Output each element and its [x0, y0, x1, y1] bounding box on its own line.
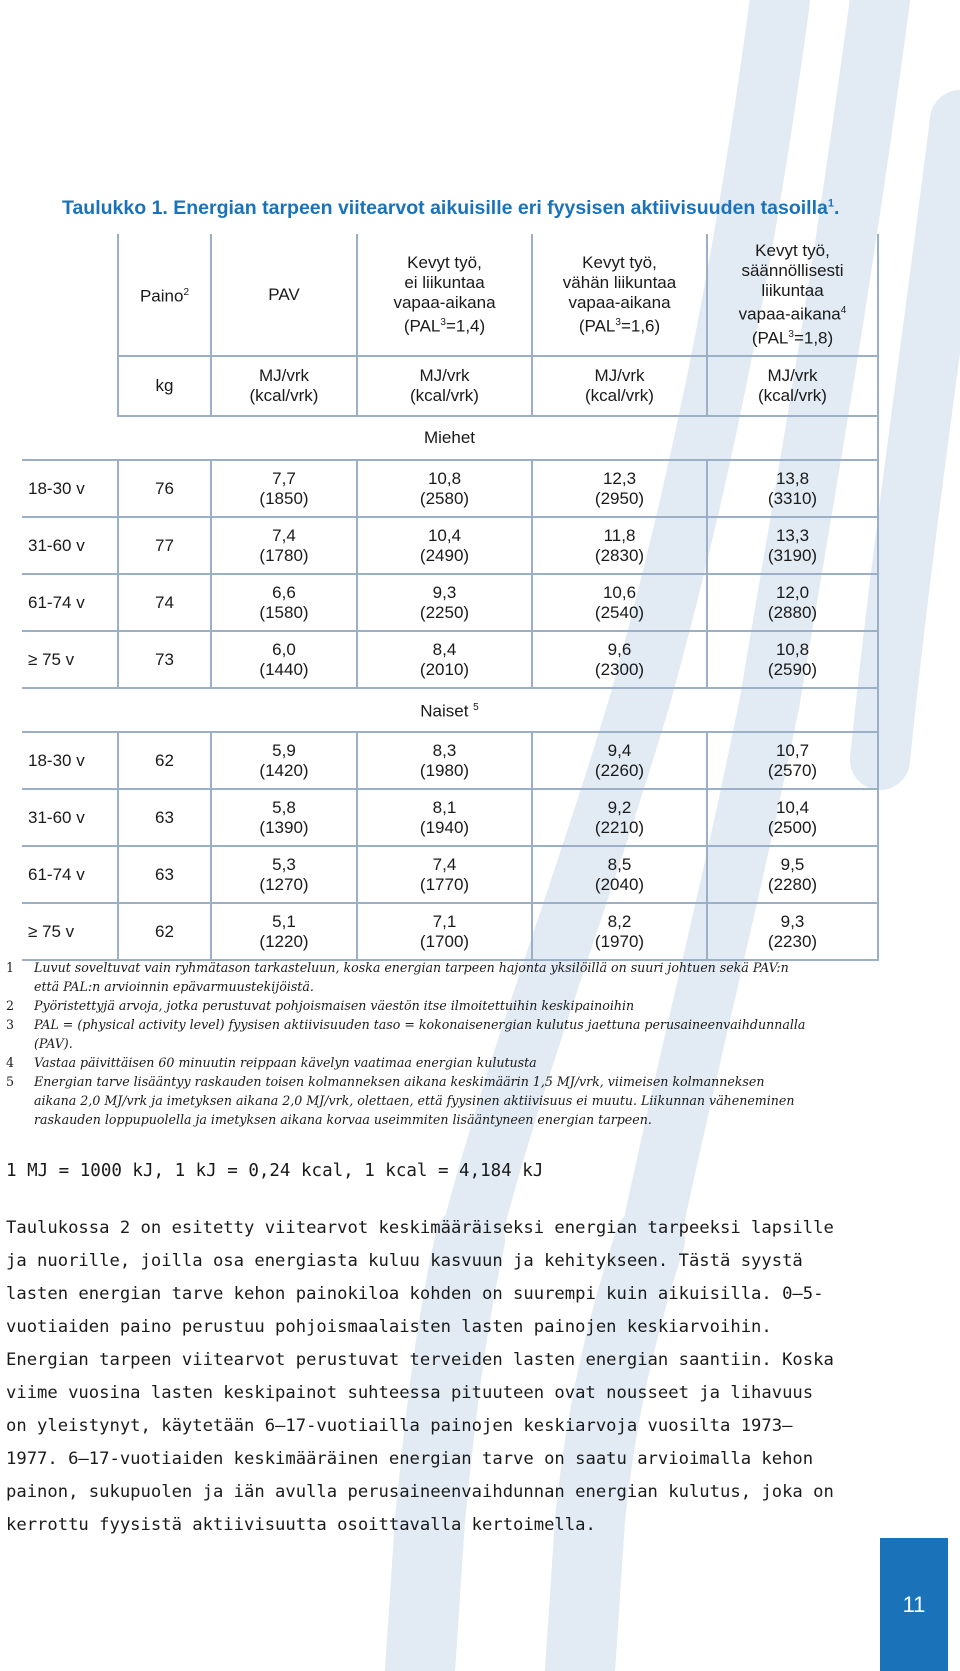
weight-cell: 62	[118, 732, 211, 789]
footnote-text: Luvut soveltuvat vain ryhmätason tarkasteluun, koska energian tarpeen hajonta yksilöillä on suuri johtuen sekä PAV:n että PAL:n arvioinnin epävarmuustekijöistä.	[34, 960, 789, 994]
table-title-text: Taulukko 1. Energian tarpeen viitearvot aikuisille eri fyysisen aktiivisuuden tasoilla	[62, 197, 828, 219]
table-row	[22, 460, 878, 517]
pal18-cell: 13,3 (3190)	[707, 517, 878, 574]
table-row	[22, 631, 878, 688]
energy-table	[22, 234, 879, 961]
pav-cell: 5,8 (1390)	[211, 789, 357, 846]
pal16-cell: 11,8 (2830)	[532, 517, 707, 574]
header-pav: PAV	[211, 234, 357, 356]
pal14-cell: 7,1 (1700)	[357, 903, 532, 960]
weight-cell: 77	[118, 517, 211, 574]
pal14-cell: 10,8 (2580)	[357, 460, 532, 517]
table-row	[22, 574, 878, 631]
age-cell: ≥ 75 v	[22, 631, 118, 688]
age-cell: 61-74 v	[22, 846, 118, 903]
footnote-text: Energian tarve lisääntyy raskauden toisen kolmanneksen aikana keskimäärin 1,5 MJ/vrk, viimeisen kolmanneksen aikana 2,0 MJ/vrk ja imetyksen aikana 2,0 MJ/vrk, olettaen, että fyysinen aktiivisuus ei muutu. Liikunnan väheneminen raskauden loppupuolella ja imetyksen aikana korvaa useimmiten lisääntyneen energian tarpeen.	[34, 1074, 795, 1127]
table-title-sup: 1	[827, 197, 834, 210]
weight-cell: 63	[118, 846, 211, 903]
header-empty	[22, 234, 118, 356]
footnote-number: 4	[6, 1055, 15, 1070]
women-rows	[22, 732, 878, 960]
header-col1: Kevyt työ, ei liikuntaa vapaa-aikana $(PAL^3=1,4)$	[357, 234, 532, 356]
footnote-text: PAL = (physical activity level) fyysisen aktiivisuuden taso = kokonaisenergian kulutus jaettuna perusaineenvaihdunnalla (PAV).	[34, 1017, 806, 1051]
footnote-item	[6, 1015, 806, 1053]
unit-empty	[22, 356, 118, 416]
unit-kg: kg	[118, 356, 211, 416]
footnote-text: Vastaa päivittäisen 60 minuutin reippaan kävelyn vaatimaa energian kulutusta	[34, 1055, 537, 1070]
pav-cell: 7,7 (1850)	[211, 460, 357, 517]
body-paragraph: Taulukossa 2 on esitetty viitearvot keskimääräiseksi energian tarpeeksi lapsille ja nuorille, joilla osa energiasta kuluu kasvuun ja kehitykseen. Tästä syystä lasten energian tarve kehon painokiloa kohden on suurempi kuin aikuisilla. 0–5-vuotiaiden paino perustuu pohjoismaalaisten lasten painojen keskiarvoihin. Energian tarpeen viitearvot perustuvat terveiden lasten energian saantiin. Koska viime vuosina lasten keskipainot suhteessa pituuteen ovat nousseet ja lihavuus on yleistynyt, käytetään 6–17-vuotiailla painojen keskiarvoja vuosilta 1973–1977. 6–17-vuotiaiden keskimääräinen energian tarve on saatu arvioimalla kehon painon, sukupuolen ja iän avulla perusaineenvaihdunnan energian kulutus, joka on kerrottu fyysistä aktiivisuutta osoittavalla kertoimella.	[6, 1218, 834, 1535]
pal18-cell: 9,5 (2280)	[707, 846, 878, 903]
table-row	[22, 846, 878, 903]
table-row	[22, 732, 878, 789]
pal18-cell: 13,8 (3310)	[707, 460, 878, 517]
pal18-cell: 9,3 (2230)	[707, 903, 878, 960]
weight-cell: 63	[118, 789, 211, 846]
age-cell: 31-60 v	[22, 789, 118, 846]
header-paino: Paino$^2$	[118, 234, 211, 356]
pal14-cell: 8,1 (1940)	[357, 789, 532, 846]
table-title-end: .	[833, 197, 840, 219]
pal16-cell: 12,3 (2950)	[532, 460, 707, 517]
footnote-item	[6, 1053, 806, 1072]
pal16-cell: 10,6 (2540)	[532, 574, 707, 631]
page-number-tab	[880, 1538, 948, 1671]
age-cell: 61-74 v	[22, 574, 118, 631]
weight-cell: 62	[118, 903, 211, 960]
group-row-women	[22, 688, 878, 732]
pal14-cell: 9,3 (2250)	[357, 574, 532, 631]
pav-cell: 7,4 (1780)	[211, 517, 357, 574]
footnotes	[6, 958, 806, 1129]
footnote-number: 1	[6, 960, 15, 975]
group-row-men	[22, 416, 878, 460]
men-rows	[22, 460, 878, 688]
table-row	[22, 517, 878, 574]
unit-col1: MJ/vrk (kcal/vrk)	[357, 356, 532, 416]
unit-col2: MJ/vrk (kcal/vrk)	[532, 356, 707, 416]
weight-cell: 76	[118, 460, 211, 517]
footnote-item	[6, 1072, 806, 1129]
unit-pav: MJ/vrk (kcal/vrk)	[211, 356, 357, 416]
age-cell: 18-30 v	[22, 460, 118, 517]
pal16-cell: 8,2 (1970)	[532, 903, 707, 960]
pal18-cell: 10,4 (2500)	[707, 789, 878, 846]
pal14-cell: 10,4 (2490)	[357, 517, 532, 574]
footnote-text: Pyöristettyjä arvoja, jotka perustuvat pohjoismaisen väestön itse ilmoitettuihin keskipainoihin	[34, 998, 635, 1013]
pal16-cell: 9,2 (2210)	[532, 789, 707, 846]
footnote-item	[6, 996, 806, 1015]
header-col2: Kevyt työ, vähän liikuntaa vapaa-aikana $(PAL^3=1,6)$	[532, 234, 707, 356]
footnote-number: 2	[6, 998, 15, 1013]
pal16-cell: 9,4 (2260)	[532, 732, 707, 789]
group-label-women: Naiset $^5$	[22, 688, 878, 732]
pal14-cell: 7,4 (1770)	[357, 846, 532, 903]
pav-cell: 6,6 (1580)	[211, 574, 357, 631]
age-cell: ≥ 75 v	[22, 903, 118, 960]
header-row	[22, 234, 878, 356]
pav-cell: 5,1 (1220)	[211, 903, 357, 960]
footnote-number: 5	[6, 1074, 15, 1089]
unit-col3: MJ/vrk (kcal/vrk)	[707, 356, 878, 416]
pal18-cell: 12,0 (2880)	[707, 574, 878, 631]
group-label-men: Miehet	[22, 416, 878, 460]
page-number: 11	[902, 1591, 926, 1617]
footnote-number: 3	[6, 1017, 15, 1032]
age-cell: 18-30 v	[22, 732, 118, 789]
table-row	[22, 903, 878, 960]
weight-cell: 74	[118, 574, 211, 631]
pal16-cell: 9,6 (2300)	[532, 631, 707, 688]
pal18-cell: 10,7 (2570)	[707, 732, 878, 789]
pav-cell: 5,3 (1270)	[211, 846, 357, 903]
conversion-note: 1 MJ = 1000 kJ, 1 kJ = 0,24 kcal, 1 kcal = 4,184 kJ	[6, 1161, 544, 1181]
pal16-cell: 8,5 (2040)	[532, 846, 707, 903]
pal18-cell: 10,8 (2590)	[707, 631, 878, 688]
pal14-cell: 8,4 (2010)	[357, 631, 532, 688]
pav-cell: 6,0 (1440)	[211, 631, 357, 688]
footnote-item	[6, 958, 806, 996]
table-title	[62, 197, 839, 220]
table-row	[22, 789, 878, 846]
header-col3: Kevyt työ, säännöllisesti liikuntaa vapaa-aikana$^4$ $(PAL^3=1,8)$	[707, 234, 878, 356]
pal14-cell: 8,3 (1980)	[357, 732, 532, 789]
weight-cell: 73	[118, 631, 211, 688]
age-cell: 31-60 v	[22, 517, 118, 574]
unit-row	[22, 356, 878, 416]
pav-cell: 5,9 (1420)	[211, 732, 357, 789]
